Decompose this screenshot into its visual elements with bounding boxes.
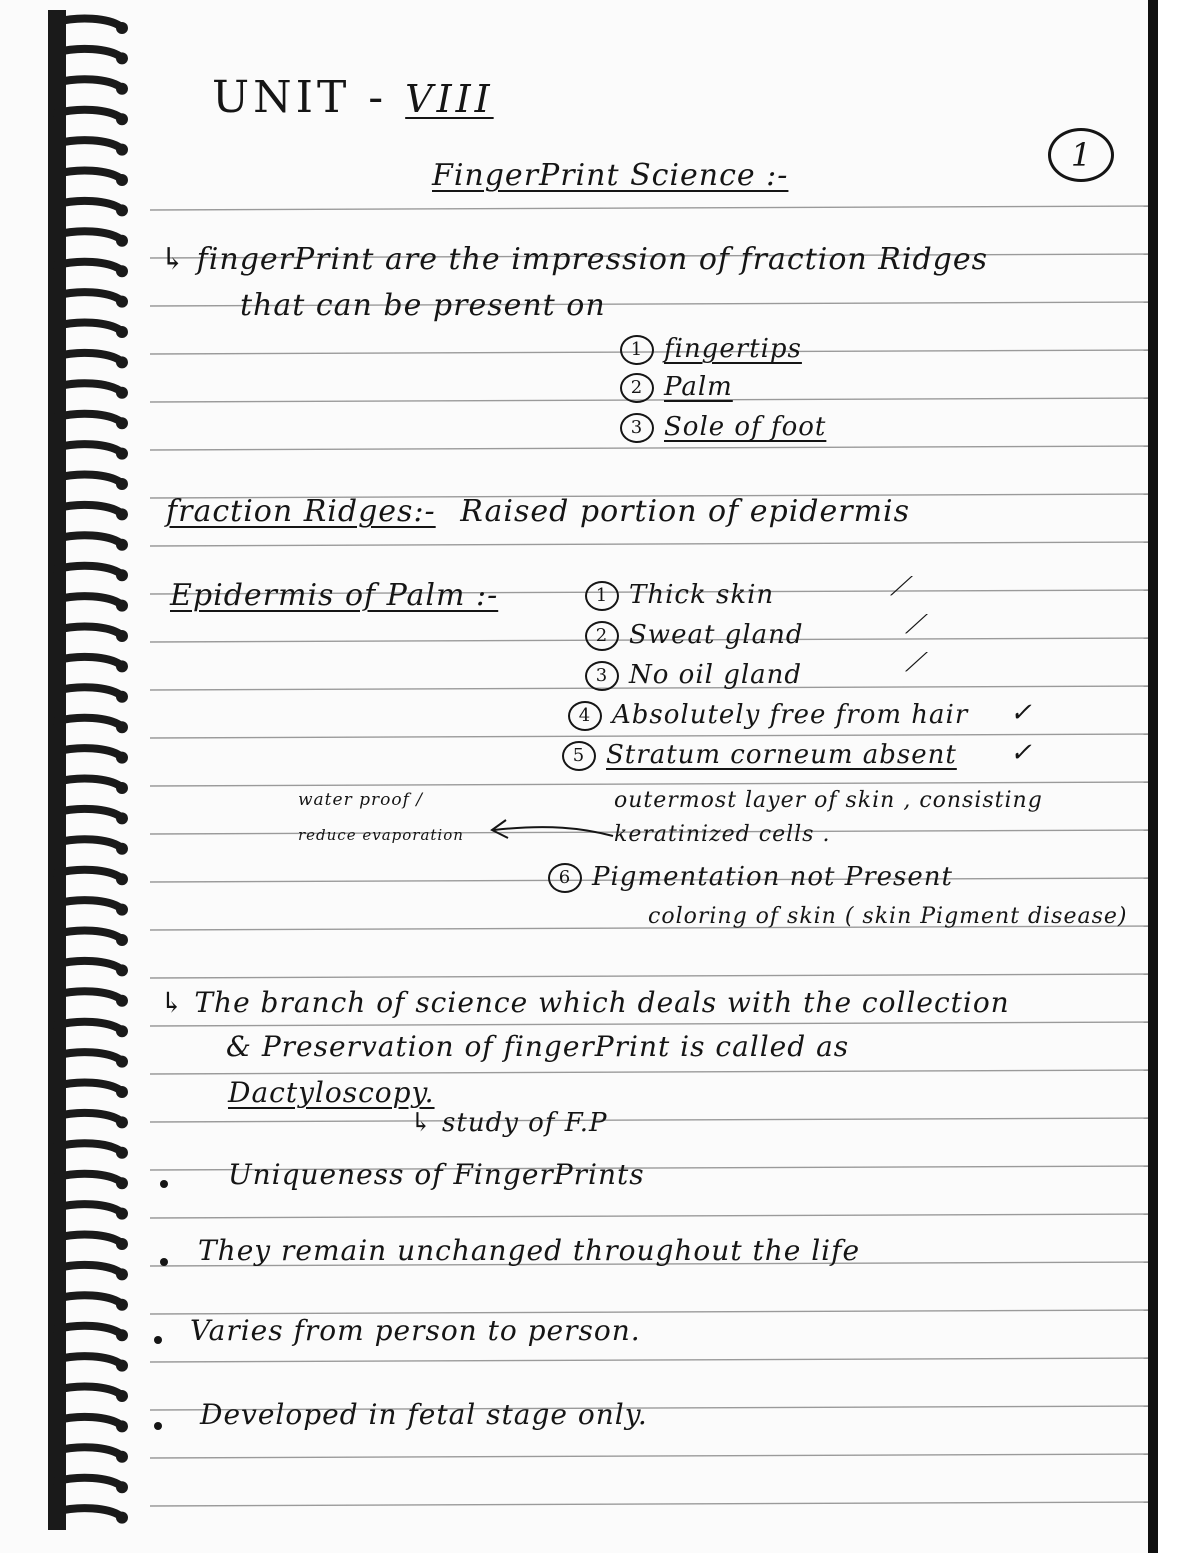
spiral-coil bbox=[56, 262, 128, 277]
site-text: fingertips bbox=[664, 334, 802, 364]
site-item bbox=[620, 372, 733, 403]
epidermis-item bbox=[585, 660, 802, 691]
epidermis-item-6 bbox=[548, 862, 953, 893]
unit-label: UNIT - bbox=[212, 72, 388, 123]
spiral-coil bbox=[56, 323, 128, 338]
page-number-text: 1 bbox=[1070, 136, 1092, 174]
page-edge bbox=[1148, 0, 1200, 1553]
spiral-coil bbox=[56, 1052, 128, 1067]
check-mark-icon: ⟋ bbox=[890, 572, 909, 602]
spiral-coil bbox=[56, 779, 128, 794]
spiral-coil bbox=[56, 79, 128, 94]
bullet-icon bbox=[160, 1258, 168, 1266]
item-number: 6 bbox=[548, 863, 582, 893]
spiral-coil bbox=[56, 1417, 128, 1432]
spiral-coil bbox=[56, 1508, 128, 1523]
branch-line-2: & Preservation of fingerPrint is called as bbox=[226, 1030, 850, 1063]
side-note-1: water proof / bbox=[298, 790, 424, 810]
spiral-coil bbox=[56, 1356, 128, 1371]
stratum-note-1: outermost layer of skin , consisting bbox=[614, 788, 1043, 813]
spiral-coil bbox=[56, 596, 128, 611]
spiral-coil bbox=[56, 961, 128, 976]
item-number: 5 bbox=[562, 741, 596, 771]
site-text: Sole of foot bbox=[664, 412, 827, 442]
spiral-coil bbox=[56, 475, 128, 490]
spiral-coil bbox=[56, 991, 128, 1006]
item-text: Thick skin bbox=[629, 580, 775, 610]
spiral-coil bbox=[56, 1326, 128, 1341]
spiral-coil bbox=[56, 1387, 128, 1402]
epidermis-label: Epidermis of Palm :- bbox=[170, 578, 499, 613]
bullet-icon bbox=[160, 1180, 168, 1188]
site-number: 3 bbox=[620, 413, 654, 443]
spiral-coil bbox=[56, 201, 128, 216]
spiral-coil bbox=[56, 1447, 128, 1462]
spiral-coil bbox=[56, 110, 128, 125]
spiral-coil bbox=[56, 1022, 128, 1037]
site-number: 1 bbox=[620, 335, 654, 365]
fraction-definition: Raised portion of epidermis bbox=[460, 494, 911, 529]
check-mark-icon: ✓ bbox=[1010, 698, 1032, 728]
spiral-coil bbox=[56, 870, 128, 885]
spiral-binding bbox=[0, 0, 140, 1553]
spiral-coil bbox=[56, 627, 128, 642]
item-text: Stratum corneum absent bbox=[606, 740, 957, 770]
spiral-coil bbox=[56, 657, 128, 672]
spiral-coil bbox=[56, 687, 128, 702]
spiral-coil bbox=[56, 718, 128, 733]
spiral-coil bbox=[56, 19, 128, 34]
side-note-2: reduce evaporation bbox=[298, 826, 464, 844]
spiral-coil bbox=[56, 292, 128, 307]
spiral-coil bbox=[56, 1478, 128, 1493]
item-number: 2 bbox=[585, 621, 619, 651]
spiral-coil bbox=[56, 1204, 128, 1219]
spiral-coil bbox=[56, 1113, 128, 1128]
heading: FingerPrint Science :- bbox=[432, 158, 789, 193]
epidermis-item bbox=[568, 700, 968, 731]
spiral-coil bbox=[56, 383, 128, 398]
item-number: 3 bbox=[585, 661, 619, 691]
epidermis-item bbox=[585, 620, 804, 651]
bullet-item: They remain unchanged throughout the life bbox=[198, 1234, 861, 1267]
bullet-item: Varies from person to person. bbox=[190, 1314, 641, 1347]
spiral-coil bbox=[56, 1265, 128, 1280]
spiral-coil bbox=[56, 444, 128, 459]
spiral-coil bbox=[56, 49, 128, 64]
study-note: ↳ study of F.P bbox=[410, 1108, 608, 1138]
spiral-coil bbox=[56, 809, 128, 824]
dactyloscopy-term: Dactyloscopy. bbox=[228, 1076, 435, 1109]
bullet-item: Developed in fetal stage only. bbox=[200, 1398, 648, 1431]
spiral-coil bbox=[56, 839, 128, 854]
item-text: Absolutely free from hair bbox=[612, 700, 969, 730]
spiral-coil bbox=[56, 566, 128, 581]
fraction-ridges bbox=[166, 494, 910, 529]
spiral-coil bbox=[56, 1174, 128, 1189]
check-mark-icon: ✓ bbox=[1010, 738, 1032, 768]
item-text: Sweat gland bbox=[629, 620, 804, 650]
spiral-coil bbox=[56, 231, 128, 246]
spiral-coil bbox=[56, 900, 128, 915]
item-text: No oil gland bbox=[629, 660, 803, 690]
spiral-coil bbox=[56, 931, 128, 946]
spiral-coil bbox=[56, 140, 128, 155]
item-text: Pigmentation not Present bbox=[592, 862, 953, 892]
branch-line-1: ↳ The branch of science which deals with the collection bbox=[160, 986, 1010, 1019]
stratum-note-2: keratinized cells . bbox=[614, 822, 831, 847]
spiral-coil bbox=[56, 1235, 128, 1250]
spiral-coil bbox=[56, 535, 128, 550]
spiral-coil bbox=[56, 748, 128, 763]
item-number: 1 bbox=[585, 581, 619, 611]
spiral-coil bbox=[56, 414, 128, 429]
bullet-icon bbox=[154, 1422, 162, 1430]
unit-title bbox=[212, 72, 494, 123]
spiral-coil bbox=[56, 353, 128, 368]
spiral-coil bbox=[56, 1143, 128, 1158]
spiral-coil bbox=[56, 1083, 128, 1098]
arrow-left-icon bbox=[488, 808, 618, 848]
spiral-coil bbox=[56, 171, 128, 186]
site-item bbox=[620, 412, 826, 443]
check-mark-icon: ⟋ bbox=[905, 610, 924, 640]
pigment-note: coloring of skin ( skin Pigment disease) bbox=[648, 904, 1128, 929]
check-mark-icon: ⟋ bbox=[905, 648, 924, 678]
spiral-coil bbox=[56, 1295, 128, 1310]
page-number bbox=[1048, 128, 1114, 182]
site-text: Palm bbox=[664, 372, 733, 402]
intro-line-1: ↳ fingerPrint are the impression of fraction Ridges bbox=[160, 242, 988, 277]
fraction-label: fraction Ridges:- bbox=[166, 494, 436, 529]
bullet-icon bbox=[154, 1336, 162, 1344]
bullet-item: Uniqueness of FingerPrints bbox=[228, 1158, 645, 1191]
unit-numeral: VIII bbox=[405, 77, 494, 121]
epidermis-item bbox=[585, 580, 774, 611]
intro-line-2: that can be present on bbox=[240, 288, 606, 323]
item-number: 4 bbox=[568, 701, 602, 731]
spiral-coil bbox=[56, 505, 128, 520]
epidermis-item bbox=[562, 740, 957, 771]
site-number: 2 bbox=[620, 373, 654, 403]
site-item bbox=[620, 334, 802, 365]
